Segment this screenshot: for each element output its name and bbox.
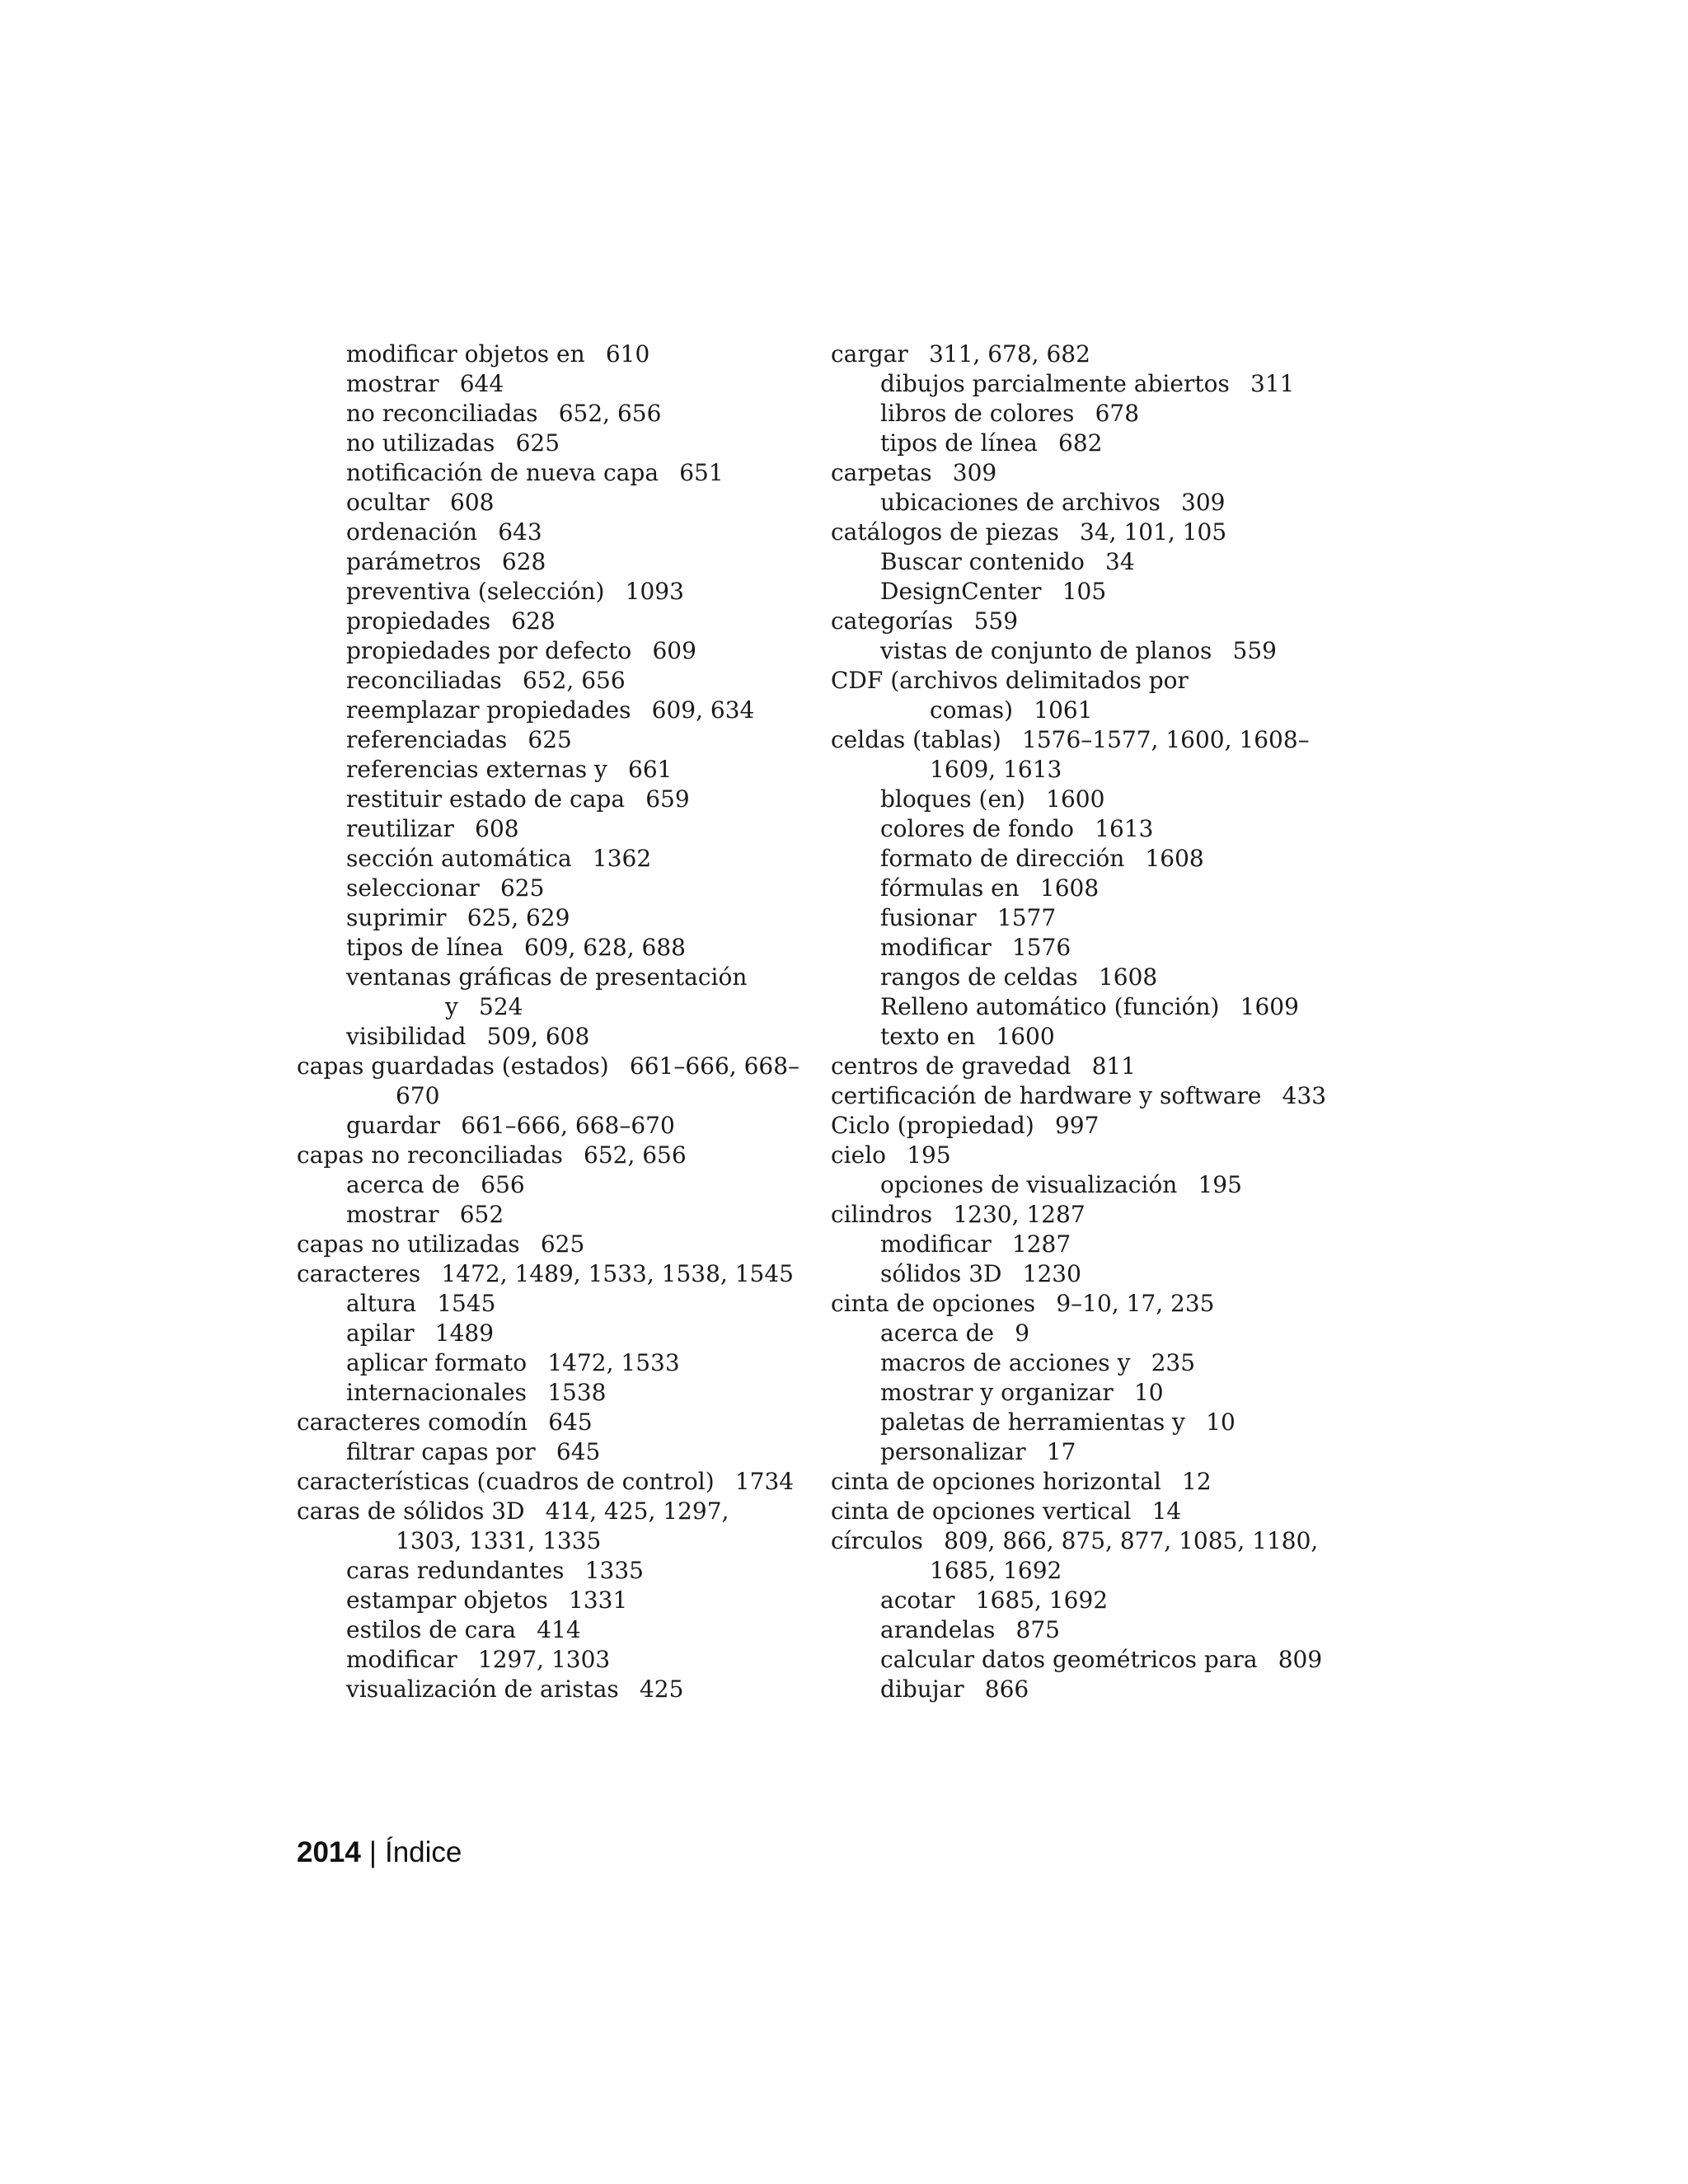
index-page-refs: 309 bbox=[952, 459, 997, 486]
index-term: caras de sólidos 3D bbox=[297, 1497, 525, 1525]
index-term: internacionales bbox=[346, 1379, 528, 1406]
index-page-refs: 811 bbox=[1091, 1052, 1137, 1080]
index-page-refs: 425 bbox=[639, 1675, 684, 1703]
index-term: sólidos 3D bbox=[880, 1260, 1002, 1287]
index-entry bbox=[297, 1497, 824, 1526]
index-page-refs: 309 bbox=[1181, 489, 1226, 516]
index-term: rangos de celdas bbox=[880, 963, 1078, 991]
index-term: libros de colores bbox=[880, 400, 1075, 427]
index-entry bbox=[831, 903, 1358, 933]
index-term: cinta de opciones horizontal bbox=[831, 1468, 1161, 1495]
index-term: cielo bbox=[831, 1141, 887, 1169]
index-term: Relleno automático (función) bbox=[880, 993, 1220, 1020]
index-page-refs: 1577 bbox=[996, 904, 1057, 931]
index-term: caras redundantes bbox=[346, 1557, 565, 1584]
index-entry bbox=[831, 518, 1358, 547]
index-page-refs: 1287 bbox=[1011, 1230, 1071, 1258]
index-page-refs: 609 bbox=[652, 637, 696, 664]
index-entry bbox=[297, 607, 824, 636]
index-term: visualización de aristas bbox=[346, 1675, 619, 1703]
index-page-refs: 875 bbox=[1015, 1616, 1060, 1643]
index-page-refs: 610 bbox=[605, 340, 650, 368]
index-page-refs: 1093 bbox=[625, 578, 684, 605]
index-entry bbox=[831, 992, 1358, 1022]
index-term: bloques (en) bbox=[880, 785, 1025, 813]
index-term: Buscar contenido bbox=[880, 548, 1085, 575]
index-entry bbox=[297, 696, 824, 725]
index-page-refs: 625 bbox=[499, 874, 545, 902]
index-page-refs: 628 bbox=[501, 548, 546, 575]
index-entry bbox=[297, 666, 824, 696]
index-entry bbox=[831, 429, 1358, 458]
index-entry bbox=[831, 607, 1358, 636]
index-term: modificar bbox=[346, 1646, 457, 1673]
index-entry bbox=[831, 814, 1358, 844]
index-entry bbox=[297, 933, 824, 963]
index-term: círculos bbox=[831, 1527, 923, 1554]
index-entry bbox=[297, 1052, 824, 1081]
index-entry bbox=[831, 636, 1358, 666]
index-term: CDF (archivos delimitados por bbox=[831, 667, 1189, 694]
index-page-refs: 195 bbox=[1198, 1171, 1242, 1198]
index-page-refs: 559 bbox=[1232, 637, 1277, 664]
index-entry bbox=[831, 1586, 1358, 1615]
index-term: visibilidad bbox=[346, 1023, 467, 1050]
index-page-refs: 645 bbox=[548, 1408, 593, 1436]
index-page-refs: 1734 bbox=[734, 1468, 795, 1495]
index-term: 1303, 1331, 1335 bbox=[396, 1527, 602, 1554]
index-term: macros de acciones y bbox=[880, 1349, 1131, 1376]
index-entry bbox=[297, 1615, 824, 1645]
index-entry bbox=[297, 1319, 824, 1348]
index-page-refs: 524 bbox=[479, 993, 523, 1020]
index-entry bbox=[831, 1378, 1358, 1408]
index-term: calcular datos geométricos para bbox=[880, 1646, 1258, 1673]
index-page-refs: 1362 bbox=[592, 845, 652, 872]
index-term: cilindros bbox=[831, 1201, 933, 1228]
index-entry bbox=[831, 488, 1358, 518]
index-entry bbox=[297, 1200, 824, 1230]
index-entry bbox=[297, 636, 824, 666]
page-footer bbox=[297, 1836, 462, 1869]
index-entry bbox=[831, 1675, 1358, 1704]
index-page-refs: 17 bbox=[1046, 1438, 1076, 1465]
index-term: modificar bbox=[880, 934, 992, 961]
index-term: mostrar bbox=[346, 1201, 439, 1228]
index-page-refs: 997 bbox=[1054, 1112, 1100, 1139]
index-entry bbox=[297, 1467, 824, 1497]
index-entry bbox=[831, 1556, 1358, 1586]
index-entry bbox=[297, 1111, 824, 1141]
index-entry bbox=[297, 1141, 824, 1170]
index-entry bbox=[831, 458, 1358, 488]
index-entry bbox=[831, 399, 1358, 429]
index-term: comas) bbox=[930, 696, 1014, 724]
index-term: propiedades bbox=[346, 607, 491, 635]
index-entry bbox=[831, 725, 1358, 755]
index-term: sección automática bbox=[346, 845, 572, 872]
index-entry bbox=[831, 1467, 1358, 1497]
index-page-refs: 656 bbox=[481, 1171, 525, 1198]
index-page-refs: 651 bbox=[679, 459, 724, 486]
index-term: ocultar bbox=[346, 489, 429, 516]
index-entry bbox=[831, 696, 1358, 725]
index-page-refs: 628 bbox=[511, 607, 556, 635]
index-term: reconciliadas bbox=[346, 667, 502, 694]
index-page-refs: 644 bbox=[459, 370, 504, 397]
index-entry bbox=[831, 1408, 1358, 1437]
index-term: fórmulas en bbox=[880, 874, 1020, 902]
index-page-refs: 625, 629 bbox=[467, 904, 570, 931]
index-term: vistas de conjunto de planos bbox=[880, 637, 1212, 664]
index-entry bbox=[831, 1141, 1358, 1170]
index-term: cinta de opciones vertical bbox=[831, 1497, 1132, 1525]
index-entry bbox=[297, 785, 824, 814]
index-term: 670 bbox=[396, 1082, 440, 1109]
index-page-refs: 608 bbox=[450, 489, 495, 516]
index-entry bbox=[297, 963, 824, 992]
index-entry bbox=[297, 1437, 824, 1467]
index-page-refs: 1600 bbox=[1046, 785, 1105, 813]
index-term: ordenación bbox=[346, 518, 477, 546]
index-page-refs: 609, 634 bbox=[651, 696, 755, 724]
index-entry bbox=[297, 1675, 824, 1704]
index-entry bbox=[831, 755, 1358, 785]
index-entry bbox=[297, 814, 824, 844]
index-page-refs: 311, 678, 682 bbox=[928, 340, 1090, 368]
index-column-left bbox=[297, 340, 824, 1704]
index-page-refs: 661–666, 668– bbox=[629, 1052, 800, 1080]
index-entry bbox=[297, 1259, 824, 1289]
index-page-refs: 1538 bbox=[547, 1379, 607, 1406]
index-term: guardar bbox=[346, 1112, 441, 1139]
page-number: 2014 bbox=[297, 1836, 361, 1868]
index-page-refs: 1576 bbox=[1011, 934, 1071, 961]
index-term: dibujos parcialmente abiertos bbox=[880, 370, 1230, 397]
index-term: capas no reconciliadas bbox=[297, 1141, 563, 1169]
index-page-refs: 1609 bbox=[1240, 993, 1299, 1020]
index-term: modificar bbox=[880, 1230, 992, 1258]
index-entry bbox=[831, 1111, 1358, 1141]
index-term: ventanas gráficas de presentación bbox=[346, 963, 748, 991]
index-term: acerca de bbox=[346, 1171, 461, 1198]
index-page-refs: 1472, 1489, 1533, 1538, 1545 bbox=[441, 1260, 794, 1287]
index-page-refs: 625 bbox=[540, 1230, 585, 1258]
index-term: filtrar capas por bbox=[346, 1438, 536, 1465]
index-entry bbox=[297, 874, 824, 903]
index-term: mostrar y organizar bbox=[880, 1379, 1114, 1406]
index-page-refs: 625 bbox=[528, 726, 572, 753]
index-entry bbox=[831, 369, 1358, 399]
index-page-refs: 34, 101, 105 bbox=[1080, 518, 1227, 546]
index-term: y bbox=[445, 993, 458, 1020]
index-page-refs: 609, 628, 688 bbox=[524, 934, 686, 961]
index-entry bbox=[297, 429, 824, 458]
index-page-refs: 559 bbox=[973, 607, 1019, 635]
index-entry bbox=[297, 488, 824, 518]
index-entry bbox=[831, 577, 1358, 607]
index-page-refs: 14 bbox=[1151, 1497, 1182, 1525]
index-term: ubicaciones de archivos bbox=[880, 489, 1160, 516]
index-term: preventiva (selección) bbox=[346, 578, 605, 605]
index-page-refs: 608 bbox=[475, 815, 519, 842]
index-entry bbox=[297, 1081, 824, 1111]
index-entry bbox=[297, 1586, 824, 1615]
index-entry bbox=[831, 1437, 1358, 1467]
index-page-refs: 414, 425, 1297, bbox=[545, 1497, 729, 1525]
index-page-refs: 1472, 1533 bbox=[547, 1349, 680, 1376]
index-entry bbox=[297, 1022, 824, 1052]
index-term: seleccionar bbox=[346, 874, 480, 902]
index-term: altura bbox=[346, 1290, 417, 1317]
index-entry bbox=[297, 725, 824, 755]
index-page-refs: 659 bbox=[645, 785, 690, 813]
index-column-right bbox=[831, 340, 1358, 1704]
index-term: 1685, 1692 bbox=[930, 1557, 1062, 1584]
index-term: 1609, 1613 bbox=[930, 756, 1062, 783]
index-entry bbox=[831, 1170, 1358, 1200]
index-term: celdas (tablas) bbox=[831, 726, 1001, 753]
index-term: personalizar bbox=[880, 1438, 1026, 1465]
index-term: suprimir bbox=[346, 904, 447, 931]
index-page-refs: 414 bbox=[537, 1616, 581, 1643]
index-page-refs: 1335 bbox=[584, 1557, 644, 1584]
index-entry bbox=[297, 518, 824, 547]
index-page-refs: 9 bbox=[1015, 1319, 1030, 1347]
index-term: opciones de visualización bbox=[880, 1171, 1178, 1198]
index-page-refs: 1608 bbox=[1098, 963, 1158, 991]
index-term: notificación de nueva capa bbox=[346, 459, 659, 486]
index-entry bbox=[297, 1556, 824, 1586]
index-entry bbox=[297, 844, 824, 874]
index-term: restituir estado de capa bbox=[346, 785, 626, 813]
index-term: características (cuadros de control) bbox=[297, 1468, 715, 1495]
index-page-refs: 1489 bbox=[434, 1319, 495, 1347]
index-page-refs: 652, 656 bbox=[584, 1141, 687, 1169]
index-term: apilar bbox=[346, 1319, 415, 1347]
index-page-refs: 652 bbox=[459, 1201, 504, 1228]
index-entry bbox=[831, 844, 1358, 874]
index-term: referenciadas bbox=[346, 726, 508, 753]
index-term: paletas de herramientas y bbox=[880, 1408, 1185, 1436]
index-term: referencias externas y bbox=[346, 756, 607, 783]
index-entry bbox=[297, 755, 824, 785]
index-page-refs: 645 bbox=[556, 1438, 601, 1465]
index-term: acotar bbox=[880, 1586, 955, 1614]
section-title: Índice bbox=[384, 1836, 462, 1868]
index-page-refs: 105 bbox=[1062, 578, 1107, 605]
index-entry bbox=[831, 1645, 1358, 1675]
index-term: catálogos de piezas bbox=[831, 518, 1059, 546]
index-page-refs: 625 bbox=[515, 429, 560, 457]
index-term: formato de dirección bbox=[880, 845, 1125, 872]
index-term: caracteres comodín bbox=[297, 1408, 528, 1436]
index-page-refs: 34 bbox=[1105, 548, 1135, 575]
index-page-refs: 10 bbox=[1206, 1408, 1236, 1436]
index-entry bbox=[831, 963, 1358, 992]
index-entry bbox=[297, 1170, 824, 1200]
index-entry bbox=[831, 1022, 1358, 1052]
index-term: carpetas bbox=[831, 459, 932, 486]
index-entry bbox=[831, 1526, 1358, 1556]
index-term: categorías bbox=[831, 607, 954, 635]
index-entry bbox=[831, 1259, 1358, 1289]
index-page-refs: 1545 bbox=[437, 1290, 496, 1317]
index-entry bbox=[831, 933, 1358, 963]
index-page-refs: 433 bbox=[1282, 1082, 1327, 1109]
index-term: DesignCenter bbox=[880, 578, 1042, 605]
index-page-refs: 195 bbox=[907, 1141, 951, 1169]
index-entry bbox=[297, 1526, 824, 1556]
index-entry bbox=[831, 785, 1358, 814]
index-page-refs: 1061 bbox=[1034, 696, 1093, 724]
index-page-refs: 1230 bbox=[1022, 1260, 1081, 1287]
index-term: dibujar bbox=[880, 1675, 964, 1703]
index-page-refs: 509, 608 bbox=[486, 1023, 590, 1050]
index-page-refs: 652, 656 bbox=[522, 667, 626, 694]
index-page-refs: 643 bbox=[498, 518, 542, 546]
index-page-refs: 311 bbox=[1250, 370, 1295, 397]
index-term: acerca de bbox=[880, 1319, 995, 1347]
index-page-refs: 678 bbox=[1095, 400, 1140, 427]
index-entry bbox=[297, 903, 824, 933]
index-page-refs: 1613 bbox=[1095, 815, 1154, 842]
index-page-refs: 10 bbox=[1133, 1379, 1164, 1406]
index-term: fusionar bbox=[880, 904, 977, 931]
index-page-refs: 682 bbox=[1058, 429, 1103, 457]
index-entry bbox=[831, 1615, 1358, 1645]
index-entry bbox=[831, 1081, 1358, 1111]
index-entry bbox=[831, 874, 1358, 903]
index-entry bbox=[831, 1200, 1358, 1230]
index-term: aplicar formato bbox=[346, 1349, 528, 1376]
index-page-refs: 1685, 1692 bbox=[975, 1586, 1109, 1614]
index-page-refs: 809, 866, 875, 877, 1085, 1180, bbox=[944, 1527, 1319, 1554]
index-term: capas no utilizadas bbox=[297, 1230, 520, 1258]
index-term: reemplazar propiedades bbox=[346, 696, 631, 724]
index-term: arandelas bbox=[880, 1616, 996, 1643]
index-page-refs: 652, 656 bbox=[558, 400, 662, 427]
index-term: cinta de opciones bbox=[831, 1290, 1036, 1317]
index-term: reutilizar bbox=[346, 815, 454, 842]
index-entry bbox=[297, 369, 824, 399]
index-page-refs: 235 bbox=[1151, 1349, 1196, 1376]
index-term: no reconciliadas bbox=[346, 400, 538, 427]
index-entry bbox=[831, 1230, 1358, 1259]
index-entry bbox=[831, 1289, 1358, 1319]
index-entry bbox=[297, 1645, 824, 1675]
index-page-refs: 866 bbox=[984, 1675, 1029, 1703]
index-entry bbox=[831, 666, 1358, 696]
index-entry bbox=[297, 1348, 824, 1378]
index-entry bbox=[831, 547, 1358, 577]
index-entry bbox=[297, 577, 824, 607]
index-entry bbox=[297, 1408, 824, 1437]
index-term: estilos de cara bbox=[346, 1616, 517, 1643]
index-page-refs: 12 bbox=[1182, 1468, 1212, 1495]
index-entry bbox=[297, 1289, 824, 1319]
index-term: modificar objetos en bbox=[346, 340, 585, 368]
index-page-refs: 661 bbox=[628, 756, 673, 783]
index-term: colores de fondo bbox=[880, 815, 1075, 842]
index-term: estampar objetos bbox=[346, 1586, 548, 1614]
index-entry bbox=[297, 1230, 824, 1259]
index-page-refs: 1600 bbox=[996, 1023, 1055, 1050]
index-page-refs: 661–666, 668–670 bbox=[461, 1112, 675, 1139]
index-page-refs: 1576–1577, 1600, 1608– bbox=[1022, 726, 1310, 753]
index-entry bbox=[297, 458, 824, 488]
index-page-refs: 1608 bbox=[1039, 874, 1100, 902]
index-term: no utilizadas bbox=[346, 429, 495, 457]
index-term: texto en bbox=[880, 1023, 976, 1050]
index-term: caracteres bbox=[297, 1260, 421, 1287]
index-term: propiedades por defecto bbox=[346, 637, 632, 664]
index-page-refs: 9–10, 17, 235 bbox=[1056, 1290, 1215, 1317]
index-entry bbox=[297, 340, 824, 369]
index-entry bbox=[297, 547, 824, 577]
index-entry bbox=[831, 1319, 1358, 1348]
index-term: tipos de línea bbox=[346, 934, 504, 961]
index-page-refs: 1608 bbox=[1145, 845, 1204, 872]
footer-separator: | bbox=[368, 1836, 377, 1868]
index-page-refs: 1331 bbox=[569, 1586, 628, 1614]
index-entry bbox=[831, 1052, 1358, 1081]
index-page-refs: 1297, 1303 bbox=[477, 1646, 611, 1673]
index-entry bbox=[831, 1497, 1358, 1526]
index-entry bbox=[831, 1348, 1358, 1378]
index-page-refs: 809 bbox=[1278, 1646, 1323, 1673]
index-term: parámetros bbox=[346, 548, 481, 575]
index-term: cargar bbox=[831, 340, 908, 368]
index-entry bbox=[297, 399, 824, 429]
index-term: Ciclo (propiedad) bbox=[831, 1112, 1034, 1139]
index-entry bbox=[297, 1378, 824, 1408]
index-page-refs: 1230, 1287 bbox=[953, 1201, 1085, 1228]
index-term: centros de gravedad bbox=[831, 1052, 1071, 1080]
index-term: certificación de hardware y software bbox=[831, 1082, 1262, 1109]
index-entry bbox=[297, 992, 824, 1022]
index-entry bbox=[831, 340, 1358, 369]
index-term: capas guardadas (estados) bbox=[297, 1052, 609, 1080]
index-term: tipos de línea bbox=[880, 429, 1038, 457]
index-term: mostrar bbox=[346, 370, 439, 397]
